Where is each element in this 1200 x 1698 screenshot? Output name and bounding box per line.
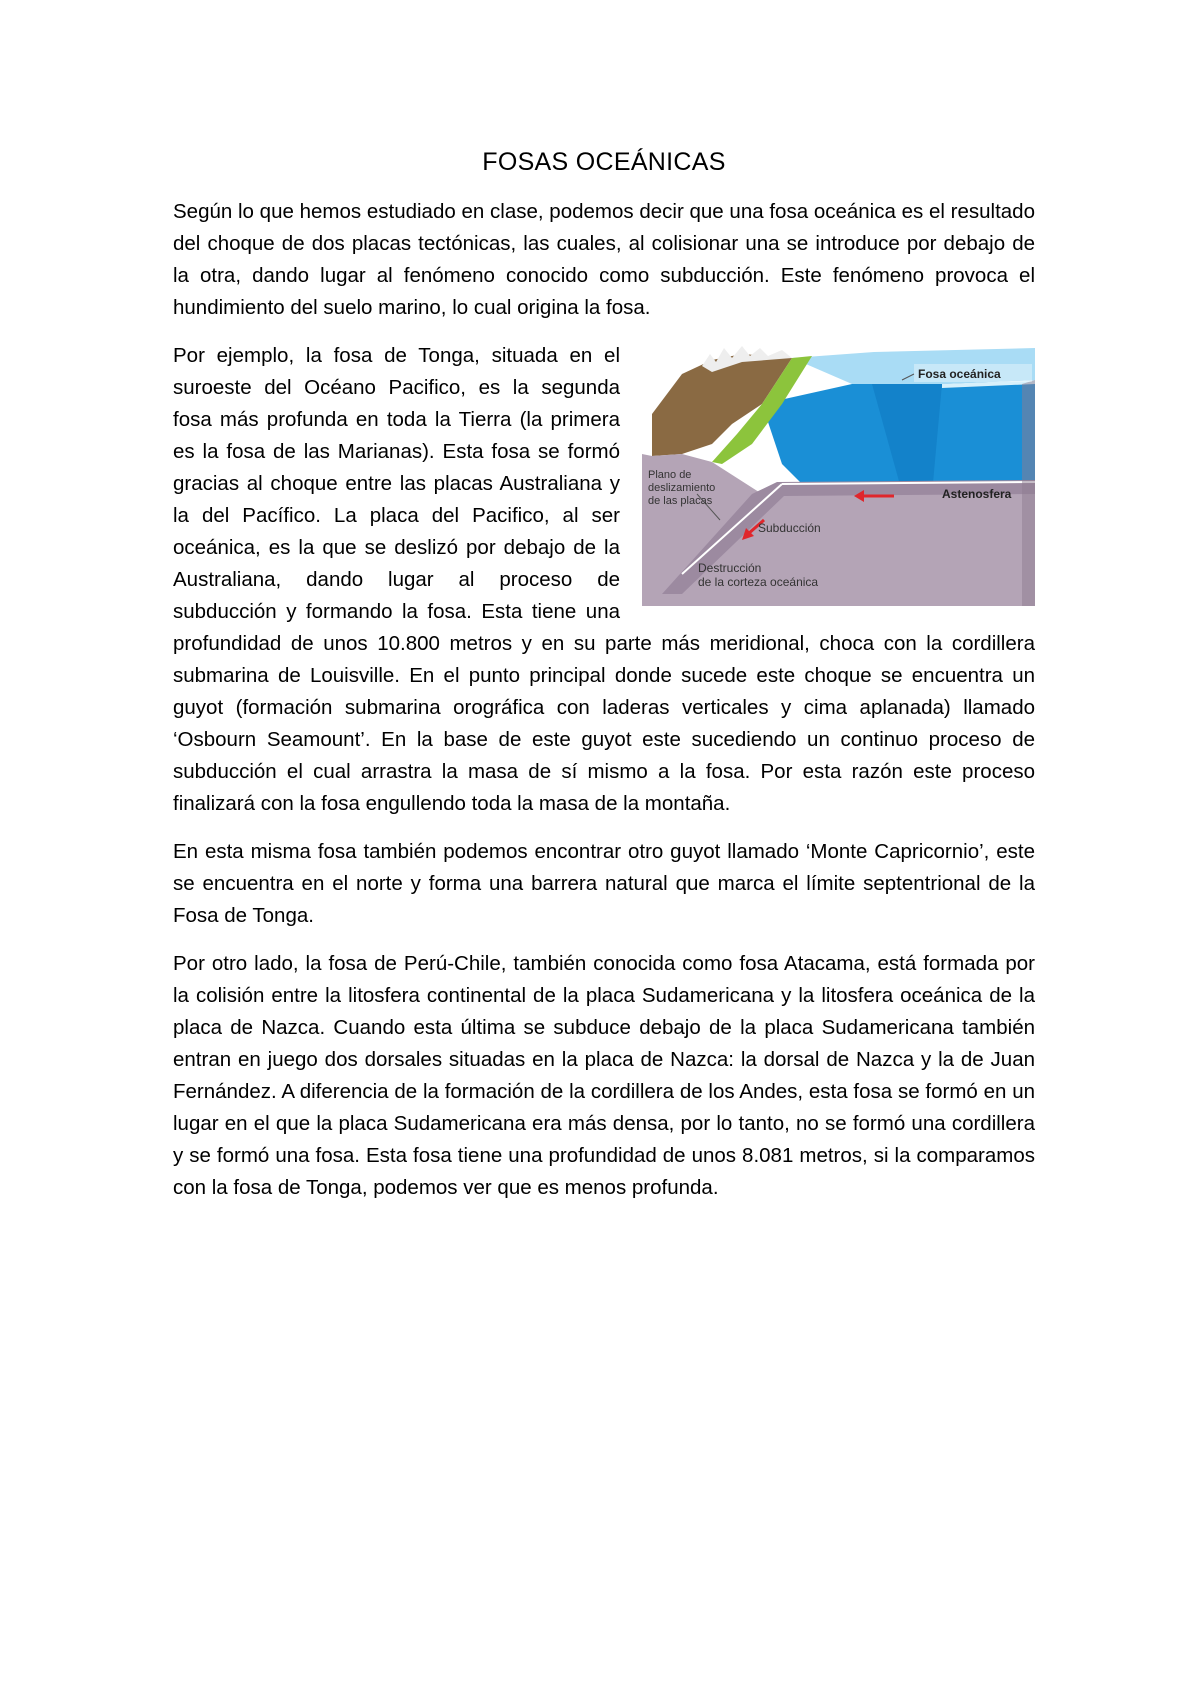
label-destruccion-1: Destrucción bbox=[698, 561, 762, 575]
label-plano-1: Plano de bbox=[648, 469, 692, 481]
label-subduccion: Subducción bbox=[758, 521, 821, 535]
paragraph-tonga: Por ejemplo, la fosa de Tonga, situada en el suroeste del Océano Pacifico, es la segunda fosa más profunda en toda la Tierra (la primera es la fosa de las Marianas). Esta fosa se formó gracias al choque entre las placas Australiana y la del Pacífico. La placa del Pacifico, al ser oceánica, es la que se deslizó por debajo de la Australiana, dando lugar al proceso de subducción y formando la fosa. Esta tiene una profundidad de unos 10.800 metros y en su parte más meridional, choca con la cordillera submarina de Louisville. En el punto principal donde sucede este choque se encuentra un guyot (formación submarina orográfica con laderas verticales y cima aplanada) llamado ‘Osbourn Seamount’. En la base de este guyot este sucediendo un continuo proceso de subducción el cual arrastra la masa de sí mismo a la fosa. Por esta razón este proceso finalizará con la fosa engullendo toda la masa de la montaña. bbox=[173, 344, 1035, 815]
document-title: FOSAS OCEÁNICAS bbox=[482, 148, 726, 176]
label-plano-3: de las placas bbox=[648, 495, 713, 507]
document-page bbox=[173, 146, 1035, 1220]
label-astenosfera: Astenosfera bbox=[942, 487, 1012, 501]
trench-diagram-svg bbox=[642, 344, 1035, 606]
label-plano-2: deslizamiento bbox=[648, 482, 716, 494]
label-destruccion-2: de la corteza oceánica bbox=[698, 575, 819, 589]
paragraph-capricornio: En esta misma fosa también podemos encontrar otro guyot llamado ‘Monte Capricornio’, este se encuentra en el norte y forma una barrera natural que marca el límite septentrional de la Fosa de Tonga. bbox=[173, 840, 1035, 927]
paragraph-intro: Según lo que hemos estudiado en clase, podemos decir que una fosa oceánica es el resultado del choque de dos placas tectónicas, las cuales, al colisionar una se introduce por debajo de la otra, dando lugar al fenómeno conocido como subducción. Este fenómeno provoca el hundimiento del suelo marino, lo cual origina la fosa. bbox=[173, 200, 1035, 319]
block-right-side bbox=[1022, 380, 1035, 606]
oceanic-trench-diagram bbox=[642, 344, 1035, 606]
label-fosa-oceanica: Fosa oceánica bbox=[918, 367, 1001, 381]
paragraph-peru-chile: Por otro lado, la fosa de Perú-Chile, también conocida como fosa Atacama, está formada por la colisión entre la litosfera continental de la placa Sudamericana y la litosfera oceánica de la placa de Nazca. Cuando esta última se subduce debajo de la placa Sudamericana también entran en juego dos dorsales situadas en la placa de Nazca: la dorsal de Nazca y la de Juan Fernández. A diferencia de la formación de la cordillera de los Andes, esta fosa se formó en un lugar en el que la placa Sudamericana era más densa, por lo tanto, no se formó una cordillera y se formó una fosa. Esta fosa tiene una profundidad de unos 8.081 metros, si la comparamos con la fosa de Tonga, podemos ver que es menos profunda. bbox=[173, 952, 1035, 1199]
